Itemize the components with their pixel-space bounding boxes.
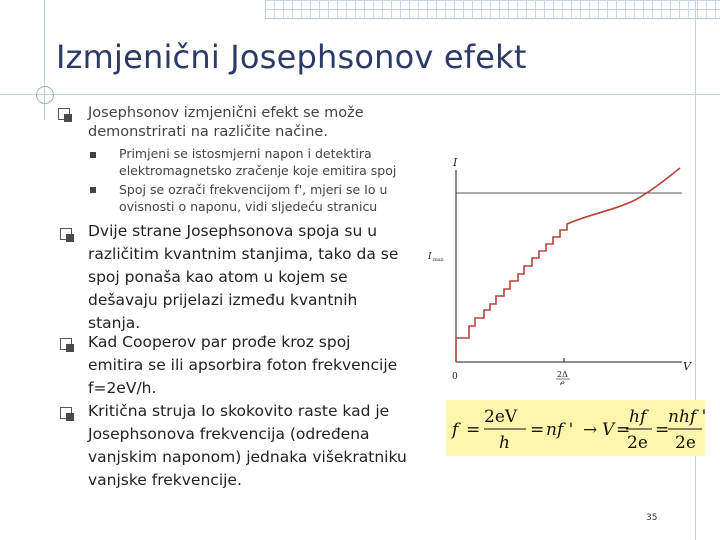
origin-label: 0 [452, 372, 458, 382]
formula-f: f [452, 420, 459, 440]
y-axis-label: I [453, 156, 458, 169]
imax-subscript: max [433, 257, 444, 263]
formula-num2: hf [629, 407, 647, 427]
tick-label-numerator: 2Δ [557, 370, 568, 379]
imax-label: I [428, 252, 432, 262]
formula [446, 400, 705, 456]
bullet-text: Josephsonov izmjenični efekt se može demonstrirati na različite načine. [88, 105, 364, 140]
decorative-horizontal-line [0, 94, 720, 95]
main-bullet-text: Kritična struja Io skokovito raste kad je Josephsonova frekvencija (određena vanjskim naponom) jednaka višekratniku vanjske frekvencije. [88, 402, 407, 489]
page-number: 35 [646, 513, 658, 523]
sub-bullet-text: Spoj se ozrači frekvencijom f', mjeri se Io u ovisnosti o naponu, vidi sljedeću stranicu [119, 182, 388, 214]
formula-v: V [602, 420, 615, 440]
formula-num3: nhf ' [668, 407, 705, 427]
decorative-circle [36, 86, 54, 104]
formula-eq: = [655, 420, 670, 440]
x-axis-label: V [683, 360, 691, 373]
checkbox-bullet-icon [58, 108, 70, 120]
checkbox-bullet-icon [60, 228, 72, 240]
decorative-grid [265, 0, 720, 19]
square-bullet-icon [90, 187, 96, 193]
sub-bullet-text: Primjeni se istosmjerni napon i detektira elektromagnetsko zračenje koje emitira spoj [119, 146, 397, 178]
formula-num1: 2eV [484, 407, 518, 427]
formula-eq: = [616, 420, 631, 440]
formula-den2: 2e [627, 433, 648, 453]
formula-eq: = [530, 420, 545, 440]
square-bullet-icon [90, 152, 96, 158]
formula-den1: h [499, 433, 510, 453]
formula-nf: nf ' [546, 420, 574, 440]
iv-curve [456, 168, 680, 362]
slide-title: Izmjenični Josephsonov efekt [56, 38, 527, 76]
formula-arrow: → [583, 420, 598, 440]
tick-label-denominator: e [560, 379, 565, 385]
checkbox-bullet-icon [60, 338, 72, 350]
main-bullet-text: Kad Cooperov par prođe kroz spoj emitira se ili apsorbira foton frekvencije f=2eV/h. [88, 333, 398, 397]
checkbox-bullet-icon [60, 407, 72, 419]
iv-curve-plot [420, 150, 700, 385]
formula-den3: 2e [675, 433, 696, 453]
main-bullet-text: Dvije strane Josephsonova spoja su u različitim kvantnim stanjima, tako da se spoj ponaša kao atom u kojem se dešavaju prijelazi između kvantnih stanja. [88, 222, 399, 332]
formula-box [446, 400, 705, 456]
formula-eq: = [466, 420, 481, 440]
